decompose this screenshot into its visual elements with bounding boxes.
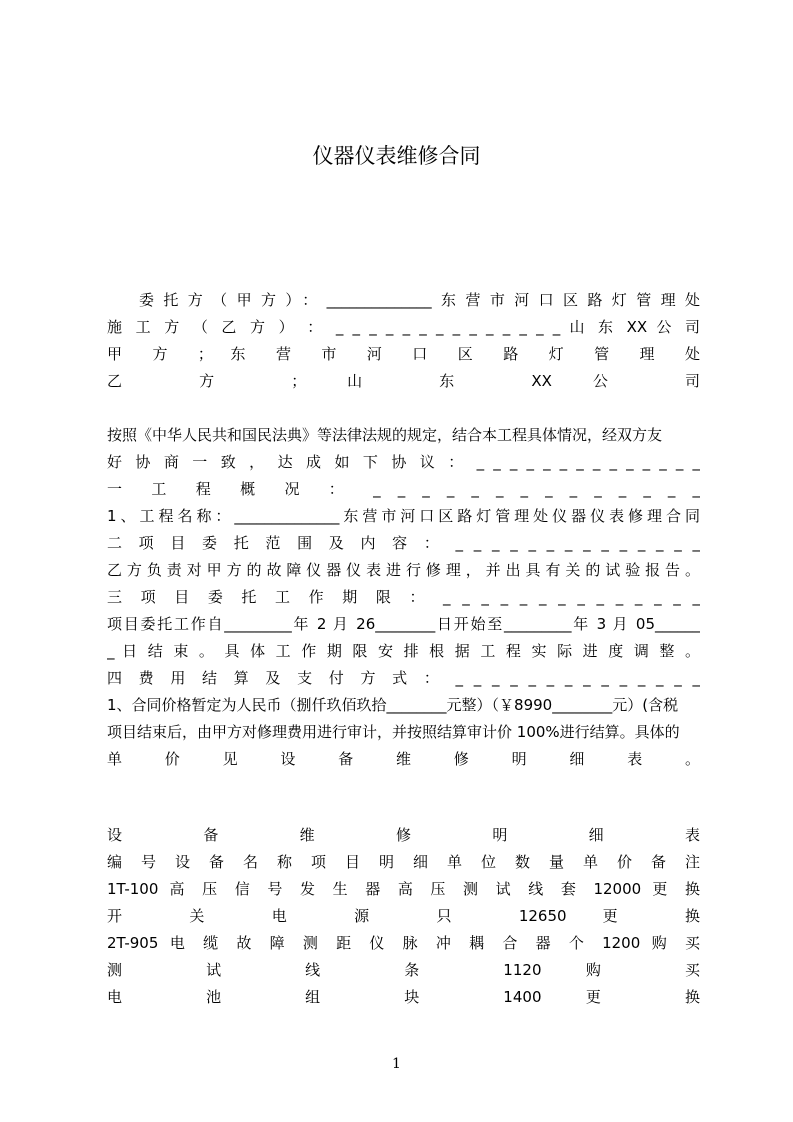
section-4-heading: 四 费 用 结 算 及 支 付 方 式 ： _ _ _ _ _ _ _ _ _ _ _ _ _ _ xyxy=(107,669,700,687)
section-3-heading: 三 项 目 委 托 工 作 期 限 ： _ _ _ _ _ _ _ _ _ _ _ _ _ _ xyxy=(107,588,700,606)
project-name-line: 1、工程名称：______________东营市河口区路灯管理处仪器仪表修理合同 xyxy=(107,507,700,525)
section-2-heading: 二 项 目 委 托 范 围 及 内 容 ： _ _ _ _ _ _ _ _ _ _ _ _ _ _ xyxy=(107,534,700,552)
period-line-1: 项目委托工作自_________年 2 月 26________日开始至_________年 3 月 05______ xyxy=(107,615,700,633)
unit-price-note-line: 单 价 见 设 备 维 修 明 细 表 。 xyxy=(107,750,700,768)
contractor-party-line: 施 工 方 （ 乙 方 ） ： _ _ _ _ _ _ _ _ _ _ _ _ _ _ 山 东 XX 公 司 xyxy=(107,318,700,336)
table-row: 测 试 线 条 1120 购 买 xyxy=(107,961,700,979)
table-row: 2T-905 电 缆 故 障 测 距 仪 脉 冲 耦 合 器 个 1200 购 买 xyxy=(107,934,700,952)
table-row: 开 关 电 源 只 12650 更 换 xyxy=(107,907,700,925)
period-line-2: _ 日 结 束 。 具 体 工 作 期 限 安 排 根 据 工 程 实 际 进 度 调 整 。 xyxy=(107,642,700,660)
scope-line: 乙方负责对甲方的故障仪器仪表进行修理，并出具有关的试验报告。 xyxy=(107,561,700,579)
page-number: 1 xyxy=(392,1056,401,1072)
party-a-line: 甲 方 ； 东 营 市 河 口 区 路 灯 管 理 处 xyxy=(107,345,700,363)
preamble-line-1: 按照《中华人民共和国民法典》等法律法规的规定，结合本工程具体情况，经双方友 xyxy=(107,426,663,444)
settlement-line: 项目结束后，由甲方对修理费用进行审计，并按照结算审计价 100%进行结算。具体的 xyxy=(107,723,680,741)
detail-table-title: 设 备 维 修 明 细 表 xyxy=(107,826,700,844)
section-1-heading: 一 工 程 概 况 ： _ _ _ _ _ _ _ _ _ _ _ _ _ _ xyxy=(107,480,700,498)
price-line: 1、合同价格暂定为人民币（捌仟玖佰玖拾________元整）（￥8990________元）(含税 xyxy=(107,696,679,714)
detail-table-header: 编 号 设 备 名 称 项 目 明 细 单 位 数 量 单 价 备 注 xyxy=(107,853,700,871)
party-b-line: 乙 方 ； 山 东 XX 公 司 xyxy=(107,372,700,390)
contract-title: 仪器仪表维修合同 xyxy=(312,144,481,168)
preamble-line-2: 好 协 商 一 致 ， 达 成 如 下 协 议 ： _ _ _ _ _ _ _ _ _ _ _ _ _ _ xyxy=(107,453,700,471)
client-party-line: 委托方（甲方）：______________东营市河口区路灯管理处 xyxy=(139,291,700,309)
table-row: 1T-100 高 压 信 号 发 生 器 高 压 测 试 线 套 12000 更 换 xyxy=(107,880,700,898)
table-row: 电 池 组 块 1400 更 换 xyxy=(107,988,700,1006)
